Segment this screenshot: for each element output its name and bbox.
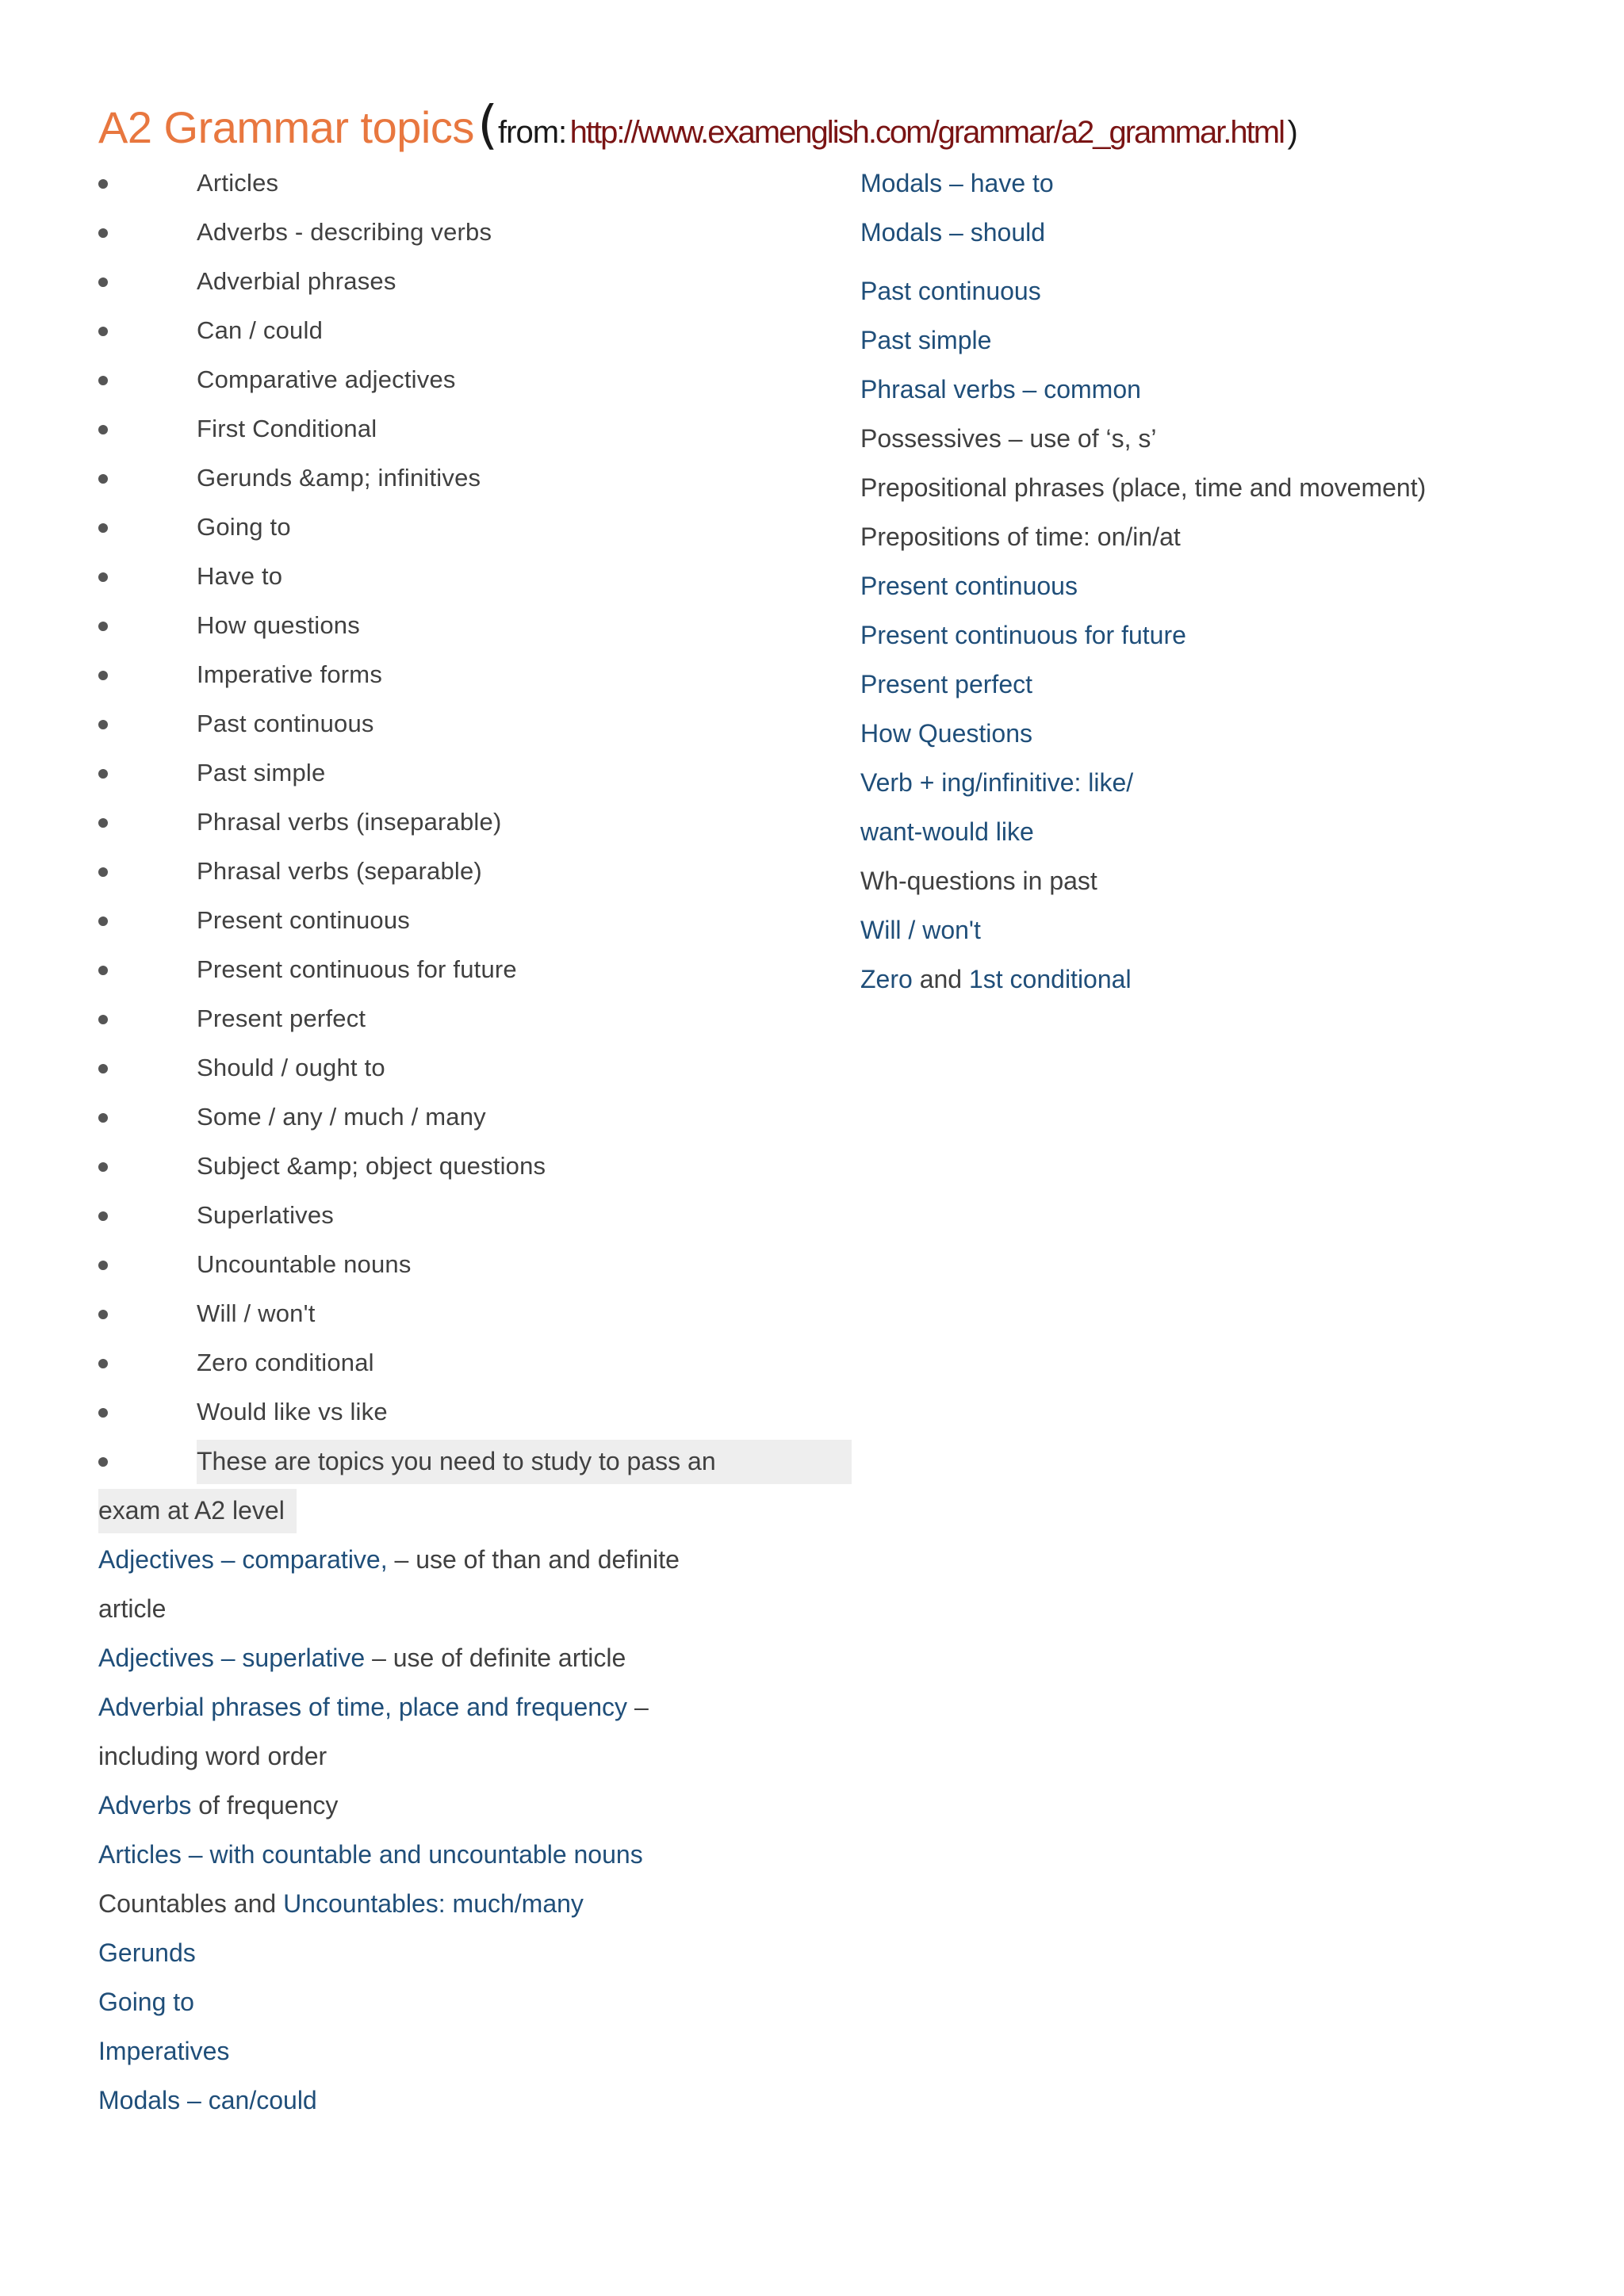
topic-adjectives-comparative: Adjectives – comparative, – use of than and definite bbox=[98, 1545, 680, 1574]
bullet-item-label: Gerunds &amp; infinitives bbox=[197, 464, 481, 492]
bullet-icon bbox=[98, 1408, 108, 1418]
bullet-icon bbox=[98, 1015, 108, 1024]
bullet-item-label: Past continuous bbox=[197, 710, 374, 737]
zero-conditional-link[interactable]: Zero bbox=[860, 965, 913, 993]
bullet-list-item bbox=[98, 257, 796, 306]
bullet-list-item bbox=[98, 945, 796, 994]
bullet-item-label: Would like vs like bbox=[197, 1398, 388, 1425]
bullet-item-label: Present perfect bbox=[197, 1004, 366, 1032]
bullet-icon bbox=[98, 376, 108, 385]
gerunds-link[interactable]: Gerunds bbox=[98, 1938, 196, 1967]
bullet-icon bbox=[98, 1064, 108, 1073]
bullet-icon bbox=[98, 327, 108, 336]
title-from: from: bbox=[498, 115, 567, 150]
source-url-link[interactable]: http://www.examenglish.com/grammar/a2_grammar.html bbox=[569, 115, 1284, 150]
bullet-list-item bbox=[98, 306, 796, 355]
bullet-list-item bbox=[98, 798, 796, 847]
bullet-list-item bbox=[98, 994, 796, 1043]
bullet-item-label: Articles bbox=[197, 169, 279, 197]
bullet-list-item bbox=[98, 1289, 796, 1338]
topic-adjectives-superlative: Adjectives – superlative – use of definite article bbox=[98, 1644, 626, 1672]
bullet-list-item bbox=[98, 1240, 796, 1289]
bullet-list-item bbox=[98, 453, 796, 503]
bullet-icon bbox=[98, 277, 108, 287]
modals-have-to-link[interactable]: Modals – have to bbox=[860, 169, 1054, 197]
bullet-item-label: How questions bbox=[197, 611, 360, 639]
left-column bbox=[98, 159, 796, 2125]
topic-zero-first-conditional: Zero and 1st conditional bbox=[860, 965, 1132, 993]
title-open-paren: ( bbox=[477, 94, 499, 155]
articles-countable-link[interactable]: Articles – with countable and uncountable nouns bbox=[98, 1840, 643, 1869]
bullet-list-item bbox=[98, 208, 796, 257]
bullet-item-label: Going to bbox=[197, 513, 291, 541]
bullet-list-item bbox=[98, 650, 796, 699]
bullet-list-item bbox=[98, 159, 796, 208]
bullet-list-item bbox=[98, 552, 796, 601]
going-to-link[interactable]: Going to bbox=[98, 1988, 194, 2016]
uncountables-link[interactable]: Uncountables: much/many bbox=[283, 1889, 584, 1918]
bullet-item-label: Can / could bbox=[197, 316, 324, 344]
bullet-icon bbox=[98, 228, 108, 238]
bullet-item-label: Should / ought to bbox=[197, 1054, 385, 1081]
adverbs-link[interactable]: Adverbs bbox=[98, 1791, 192, 1820]
bullet-icon bbox=[98, 916, 108, 926]
present-continuous-link[interactable]: Present continuous bbox=[860, 572, 1078, 600]
adjectives-comparative-link[interactable]: Adjectives – comparative, bbox=[98, 1545, 388, 1574]
bullet-item-label: Zero conditional bbox=[197, 1349, 374, 1376]
bullet-icon bbox=[98, 1211, 108, 1221]
bullet-list-item bbox=[98, 1387, 796, 1437]
bullet-icon bbox=[98, 1261, 108, 1270]
would-like-link[interactable]: would like bbox=[922, 817, 1034, 846]
first-conditional-link[interactable]: 1st conditional bbox=[968, 965, 1132, 993]
prepositions-time-text: Prepositions of time: on/in/at bbox=[860, 522, 1181, 551]
intro-line-2: exam at A2 level bbox=[98, 1496, 285, 1525]
topic-countables: Countables and Uncountables: much/many bbox=[98, 1889, 584, 1918]
bullet-icon bbox=[98, 769, 108, 779]
bullet-list-item bbox=[98, 355, 796, 404]
bullet-item-label: Present continuous bbox=[197, 906, 410, 934]
modals-can-could-link[interactable]: Modals – can/could bbox=[98, 2086, 317, 2114]
topic-adjectives-comparative-cont: article bbox=[98, 1594, 167, 1623]
bullet-item-label: Have to bbox=[197, 562, 283, 590]
bullet-icon bbox=[98, 671, 108, 680]
bullet-item-label: Uncountable nouns bbox=[197, 1250, 412, 1278]
adverbial-phrases-link[interactable]: Adverbial phrases of time, place and frequency bbox=[98, 1693, 628, 1721]
past-continuous-link[interactable]: Past continuous bbox=[860, 277, 1041, 305]
phrasal-verbs-link[interactable]: Phrasal verbs – common bbox=[860, 375, 1141, 404]
present-perfect-link[interactable]: Present perfect bbox=[860, 670, 1032, 698]
bullet-icon bbox=[98, 1310, 108, 1319]
intro-line-1: These are topics you need to study to pass an bbox=[197, 1447, 716, 1475]
bullet-list-item bbox=[98, 1191, 796, 1240]
bullet-list-item bbox=[98, 404, 796, 453]
bullet-item-label: Adverbs - describing verbs bbox=[197, 218, 492, 246]
bullet-item-label: Imperative forms bbox=[197, 660, 383, 688]
topic-adverbial-phrases-cont: including word order bbox=[98, 1742, 327, 1770]
bullet-list-item bbox=[98, 1043, 796, 1093]
bullet-item-label: Adverbial phrases bbox=[197, 267, 396, 295]
how-questions-link[interactable]: How Questions bbox=[860, 719, 1032, 748]
bullet-item-label: Present continuous for future bbox=[197, 955, 517, 983]
bullet-item-label: Phrasal verbs (inseparable) bbox=[197, 808, 502, 836]
bullet-icon bbox=[98, 720, 108, 729]
modals-should-link[interactable]: Modals – should bbox=[860, 218, 1046, 247]
bullet-icon bbox=[98, 179, 108, 189]
verb-ing-infinitive-link[interactable]: Verb + ing/infinitive: like/ bbox=[860, 768, 1134, 797]
topic-bullet-list bbox=[98, 159, 796, 1437]
bullet-icon bbox=[98, 425, 108, 434]
topic-adverbs-frequency: Adverbs of frequency bbox=[98, 1791, 339, 1820]
bullet-item-label: Subject &amp; object questions bbox=[197, 1152, 546, 1180]
adjectives-superlative-link[interactable]: Adjectives – superlative bbox=[98, 1644, 366, 1672]
bullet-list-item bbox=[98, 847, 796, 896]
past-simple-link[interactable]: Past simple bbox=[860, 326, 992, 354]
wh-questions-past-text: Wh-questions in past bbox=[860, 867, 1097, 895]
bullet-icon bbox=[98, 474, 108, 484]
bullet-list-item bbox=[98, 1093, 796, 1142]
bullet-item-label: First Conditional bbox=[197, 415, 377, 442]
topic-want-would-like: want-would like bbox=[860, 817, 1034, 846]
bullet-icon bbox=[98, 1162, 108, 1172]
bullet-list-item bbox=[98, 1338, 796, 1387]
bullet-list-item bbox=[98, 896, 796, 945]
bullet-item-label: Comparative adjectives bbox=[197, 365, 456, 393]
title-close-paren: ) bbox=[1287, 115, 1298, 150]
bullet-list-item bbox=[98, 748, 796, 798]
bullet-item-label: Superlatives bbox=[197, 1201, 334, 1229]
imperatives-link[interactable]: Imperatives bbox=[98, 2037, 230, 2065]
bullet-icon bbox=[98, 818, 108, 828]
title-main: A2 Grammar topics bbox=[98, 102, 474, 152]
bullet-item-label: Some / any / much / many bbox=[197, 1103, 486, 1131]
bullet-icon bbox=[98, 622, 108, 631]
bullet-icon bbox=[98, 523, 108, 533]
bullet-item-label: Past simple bbox=[197, 759, 326, 786]
bullet-item-label: Will / won't bbox=[197, 1299, 316, 1327]
bullet-icon bbox=[98, 1457, 108, 1467]
intro-note bbox=[98, 1437, 753, 1535]
bullet-list-item bbox=[98, 503, 796, 552]
will-wont-link[interactable]: Will / won't bbox=[860, 916, 981, 944]
bullet-item-label: Phrasal verbs (separable) bbox=[197, 857, 482, 885]
prepositional-phrases-text: Prepositional phrases (place, time and movement) bbox=[860, 473, 1427, 502]
topic-adverbial-phrases: Adverbial phrases of time, place and frequency – bbox=[98, 1693, 649, 1721]
bullet-icon bbox=[98, 966, 108, 975]
bullet-list-item bbox=[98, 699, 796, 748]
bullet-icon bbox=[98, 572, 108, 582]
right-column bbox=[860, 159, 1574, 1004]
bullet-icon bbox=[98, 1359, 108, 1368]
present-continuous-future-link[interactable]: Present continuous for future bbox=[860, 621, 1186, 649]
bullet-list-item bbox=[98, 1142, 796, 1191]
possessives-text: Possessives – use of ‘s, s’ bbox=[860, 424, 1157, 453]
bullet-list-item bbox=[98, 601, 796, 650]
bullet-icon bbox=[98, 867, 108, 877]
bullet-icon bbox=[98, 1113, 108, 1123]
